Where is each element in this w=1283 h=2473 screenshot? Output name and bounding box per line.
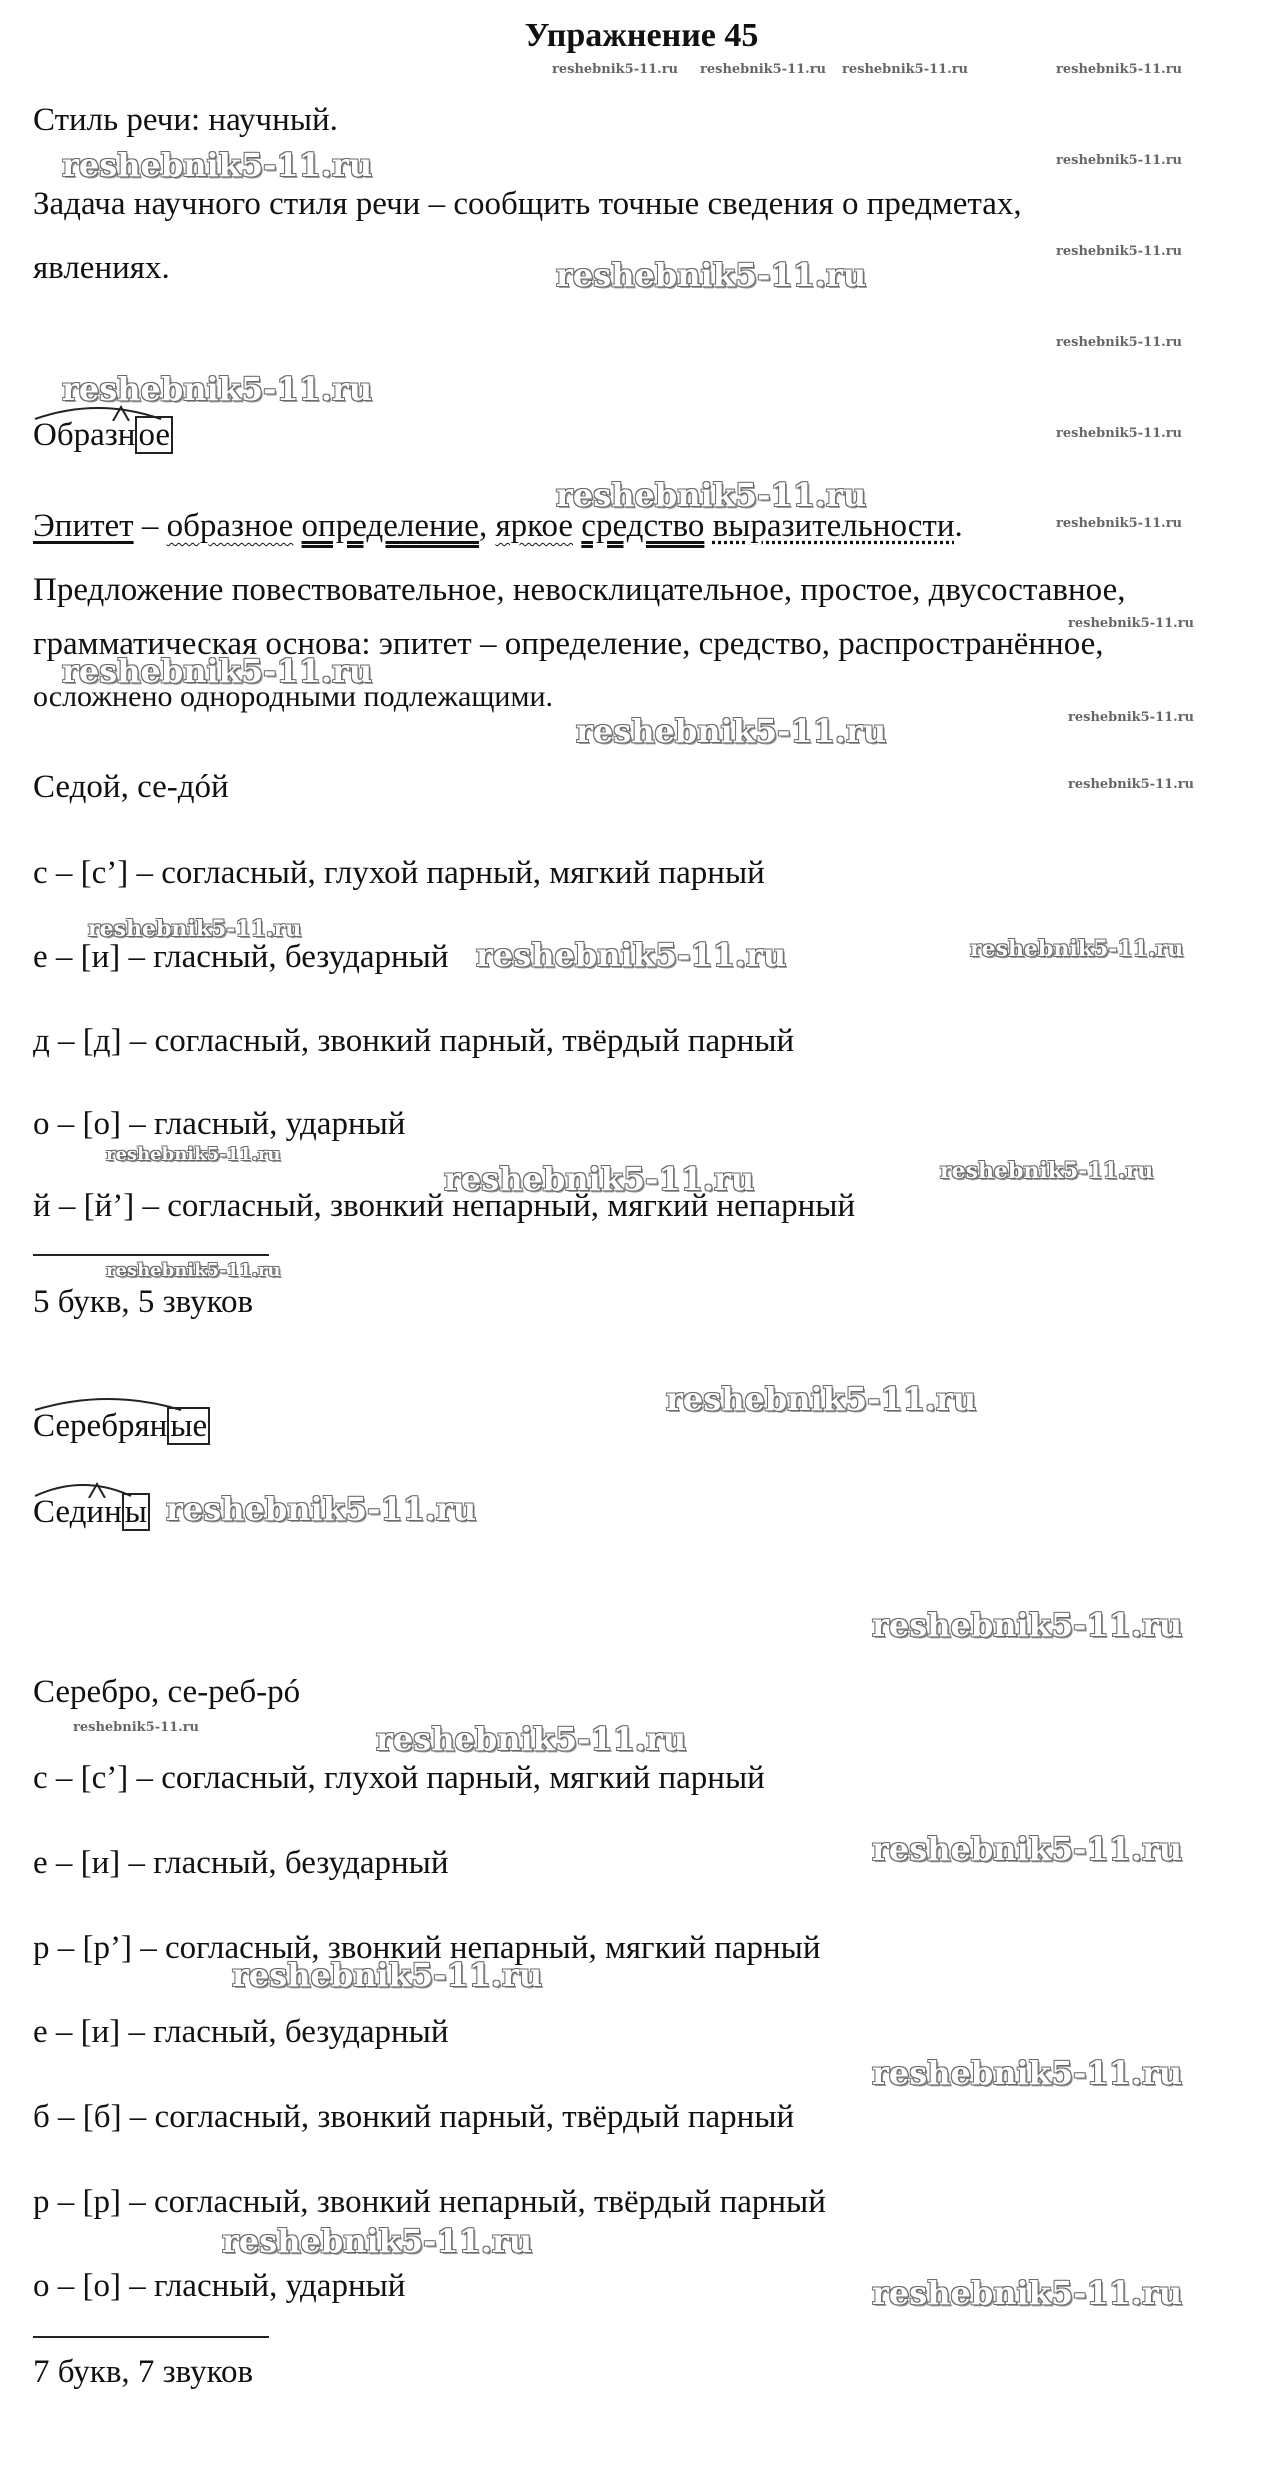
watermark: reshebnik5-11.ru bbox=[376, 1720, 687, 1758]
watermark: reshebnik5-11.ru bbox=[62, 146, 373, 184]
word2-count: 7 букв, 7 звуков bbox=[33, 2354, 254, 2390]
object-word: выразительности bbox=[712, 508, 955, 544]
watermark: reshebnik5-11.ru bbox=[1068, 616, 1195, 631]
word-ending: ые bbox=[167, 1407, 210, 1445]
analysis-line-2: грамматическая основа: эпитет – определение, средство, распространённое, bbox=[33, 626, 1104, 662]
watermark: reshebnik5-11.ru bbox=[872, 2274, 1183, 2312]
word2-sound-row: р – [р] – согласный, звонкий непарный, твёрдый парный bbox=[33, 2184, 826, 2220]
word2-heading: Серебро, се-реб-рó bbox=[33, 1674, 301, 1710]
watermark: reshebnik5-11.ru bbox=[872, 1830, 1183, 1868]
watermark: reshebnik5-11.ru bbox=[476, 936, 787, 974]
watermark: reshebnik5-11.ru bbox=[1056, 335, 1183, 350]
parsed-sentence: Эпитет – образное определение, яркое средство выразительности. bbox=[33, 508, 963, 544]
analysis-line-3: осложнено однородными подлежащими. bbox=[33, 680, 554, 713]
word1-sound-row: д – [д] – согласный, звонкий парный, твёрдый парный bbox=[33, 1023, 795, 1059]
watermark: reshebnik5-11.ru bbox=[106, 1144, 281, 1165]
root-text: Серебрян bbox=[33, 1408, 168, 1444]
analysis-line-1: Предложение повествовательное, невосклицательное, простое, двусоставное, bbox=[33, 572, 1126, 608]
page-title: Упражнение 45 bbox=[524, 17, 759, 54]
watermark: reshebnik5-11.ru bbox=[444, 1160, 755, 1198]
watermark: reshebnik5-11.ru bbox=[556, 476, 867, 514]
watermark: reshebnik5-11.ru bbox=[940, 1158, 1154, 1184]
word-root bbox=[33, 1406, 167, 1446]
watermark: reshebnik5-11.ru bbox=[576, 712, 887, 750]
watermark: reshebnik5-11.ru bbox=[700, 62, 827, 77]
predicate-word: средство bbox=[581, 508, 705, 544]
word2-sound-row: е – [и] – гласный, безударный bbox=[33, 2014, 449, 2050]
subject-word: Эпитет bbox=[33, 508, 134, 544]
attribute-word: образное bbox=[166, 508, 294, 544]
speech-style-line: Стиль речи: научный. bbox=[33, 102, 338, 138]
watermark: reshebnik5-11.ru bbox=[88, 916, 302, 942]
watermark: reshebnik5-11.ru bbox=[666, 1380, 977, 1418]
watermark: reshebnik5-11.ru bbox=[1056, 516, 1183, 531]
word2-sound-row: р – [р’] – согласный, звонкий непарный, мягкий парный bbox=[33, 1930, 821, 1966]
watermark: reshebnik5-11.ru bbox=[106, 1260, 281, 1281]
watermark: reshebnik5-11.ru bbox=[842, 62, 969, 77]
word-ending: ы bbox=[122, 1493, 150, 1531]
word1-sound-row: й – [й’] – согласный, звонкий непарный, мягкий непарный bbox=[33, 1188, 856, 1224]
watermark: reshebnik5-11.ru bbox=[73, 1720, 200, 1735]
attribute-word: яркое bbox=[495, 508, 574, 544]
watermark: reshebnik5-11.ru bbox=[872, 2054, 1183, 2092]
watermark: reshebnik5-11.ru bbox=[232, 1956, 543, 1994]
divider-line bbox=[33, 2336, 269, 2338]
word2-sound-row: е – [и] – гласный, безударный bbox=[33, 1845, 449, 1881]
watermark: reshebnik5-11.ru bbox=[62, 370, 373, 408]
word1-count: 5 букв, 5 звуков bbox=[33, 1284, 254, 1320]
watermark: reshebnik5-11.ru bbox=[1068, 777, 1195, 792]
morpheme-word-serebryanye bbox=[33, 1406, 210, 1446]
word-root bbox=[33, 415, 135, 455]
morpheme-word-obraznoe bbox=[33, 415, 173, 455]
word1-heading: Седой, се-дóй bbox=[33, 769, 229, 805]
root-text: Седин bbox=[33, 1494, 122, 1530]
watermark: reshebnik5-11.ru bbox=[1056, 426, 1183, 441]
word1-sound-row: о – [о] – гласный, ударный bbox=[33, 1106, 406, 1142]
watermark: reshebnik5-11.ru bbox=[62, 652, 373, 690]
word1-sound-row: е – [и] – гласный, безударный bbox=[33, 939, 449, 975]
watermark: reshebnik5-11.ru bbox=[1056, 244, 1183, 259]
watermark: reshebnik5-11.ru bbox=[166, 1490, 477, 1528]
word2-sound-row: с – [с’] – согласный, глухой парный, мягкий парный bbox=[33, 1760, 765, 1796]
morpheme-word-sediny bbox=[33, 1492, 150, 1532]
watermark: reshebnik5-11.ru bbox=[1068, 710, 1195, 725]
word2-sound-row: б – [б] – согласный, звонкий парный, твёрдый парный bbox=[33, 2099, 795, 2135]
watermark: reshebnik5-11.ru bbox=[1056, 153, 1183, 168]
watermark: reshebnik5-11.ru bbox=[1056, 62, 1183, 77]
watermark: reshebnik5-11.ru bbox=[556, 256, 867, 294]
word-root bbox=[33, 1492, 122, 1532]
predicate-word: определение bbox=[301, 508, 479, 544]
root-text: Образн bbox=[33, 417, 136, 453]
watermark: reshebnik5-11.ru bbox=[872, 1606, 1183, 1644]
watermark: reshebnik5-11.ru bbox=[552, 62, 679, 77]
word1-sound-row: с – [с’] – согласный, глухой парный, мягкий парный bbox=[33, 855, 765, 891]
watermark: reshebnik5-11.ru bbox=[970, 936, 1184, 962]
divider-line bbox=[33, 1254, 269, 1256]
word-ending: ое bbox=[135, 416, 173, 454]
word2-sound-row: о – [о] – гласный, ударный bbox=[33, 2268, 406, 2304]
task-line-2: явлениях. bbox=[33, 250, 170, 286]
watermark: reshebnik5-11.ru bbox=[222, 2222, 533, 2260]
task-line-1: Задача научного стиля речи – сообщить точные сведения о предметах, bbox=[33, 186, 1022, 222]
